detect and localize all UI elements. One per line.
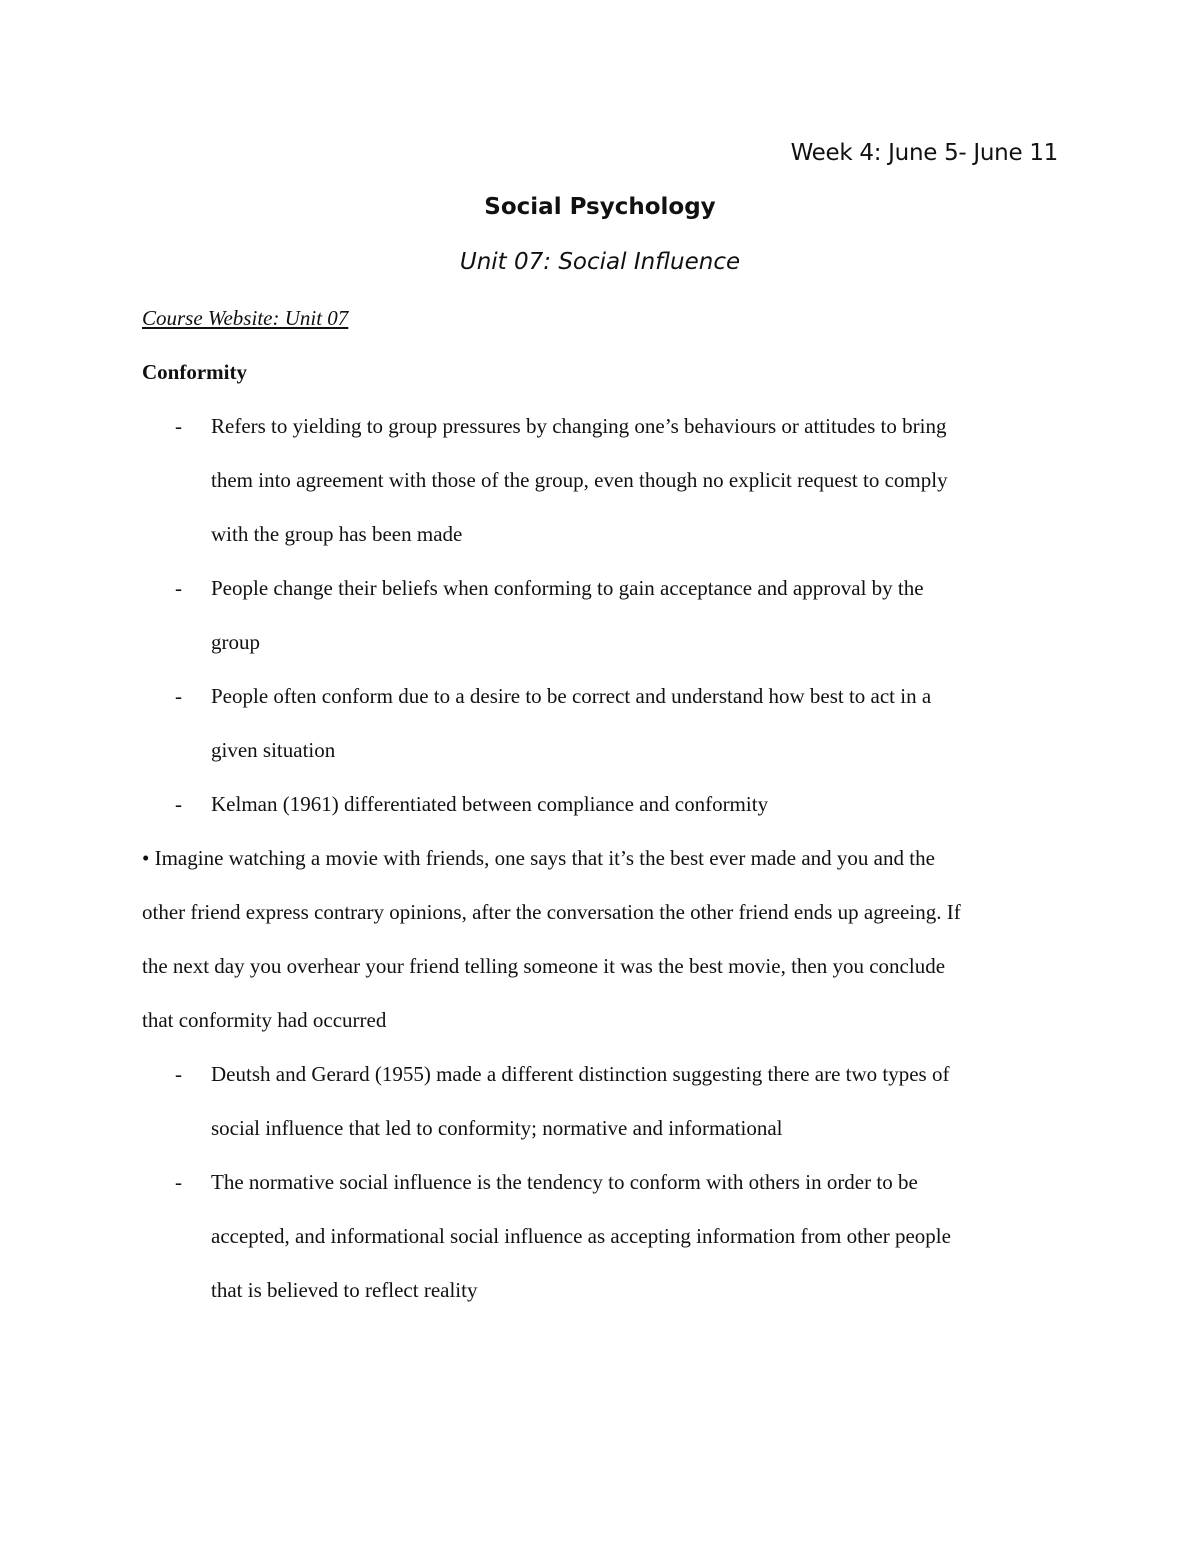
bullet-dash: - [175,792,182,816]
bullet-dash: - [175,1170,182,1194]
paragraph-line: other friend express contrary opinions, after the conversation the other friend ends up agreeing. If [142,900,961,924]
bullet-text-line: social influence that led to conformity; normative and informational [211,1116,783,1140]
course-website-link[interactable]: Course Website: Unit 07 [142,306,349,330]
section-heading: Conformity [142,360,247,384]
bullet-text-line: The normative social influence is the tendency to conform with others in order to be [211,1170,918,1194]
bullet-dash: - [175,684,182,708]
paragraph-line: that conformity had occurred [142,1008,387,1032]
paragraph-line: the next day you overhear your friend telling someone it was the best movie, then you conclude [142,954,946,978]
bullet-text-line: People change their beliefs when conforming to gain acceptance and approval by the [211,576,924,600]
paragraph-line: • Imagine watching a movie with friends, one says that it’s the best ever made and you and the [142,846,935,870]
page-title: Social Psychology [484,194,716,220]
bullet-text-line: Refers to yielding to group pressures by changing one’s behaviours or attitudes to bring [211,414,947,438]
week-label: Week 4: June 5- June 11 [790,140,1058,166]
bullet-text-line: People often conform due to a desire to be correct and understand how best to act in a [211,684,932,708]
bullet-text-line: group [211,630,260,654]
bullet-text-line: with the group has been made [211,522,463,546]
bullet-dash: - [175,414,182,438]
bullet-text-line: accepted, and informational social influence as accepting information from other people [211,1224,951,1248]
unit-subtitle: Unit 07: Social Influence [459,249,741,275]
bullet-text-line: Kelman (1961) differentiated between compliance and conformity [211,792,769,816]
bullet-text-line: Deutsh and Gerard (1955) made a different distinction suggesting there are two types of [211,1062,950,1086]
bullet-text-line: given situation [211,738,336,762]
bullet-text-line: that is believed to reflect reality [211,1278,478,1302]
bullet-dash: - [175,1062,182,1086]
bullet-text-line: them into agreement with those of the group, even though no explicit request to comply [211,468,948,492]
bullet-dash: - [175,576,182,600]
